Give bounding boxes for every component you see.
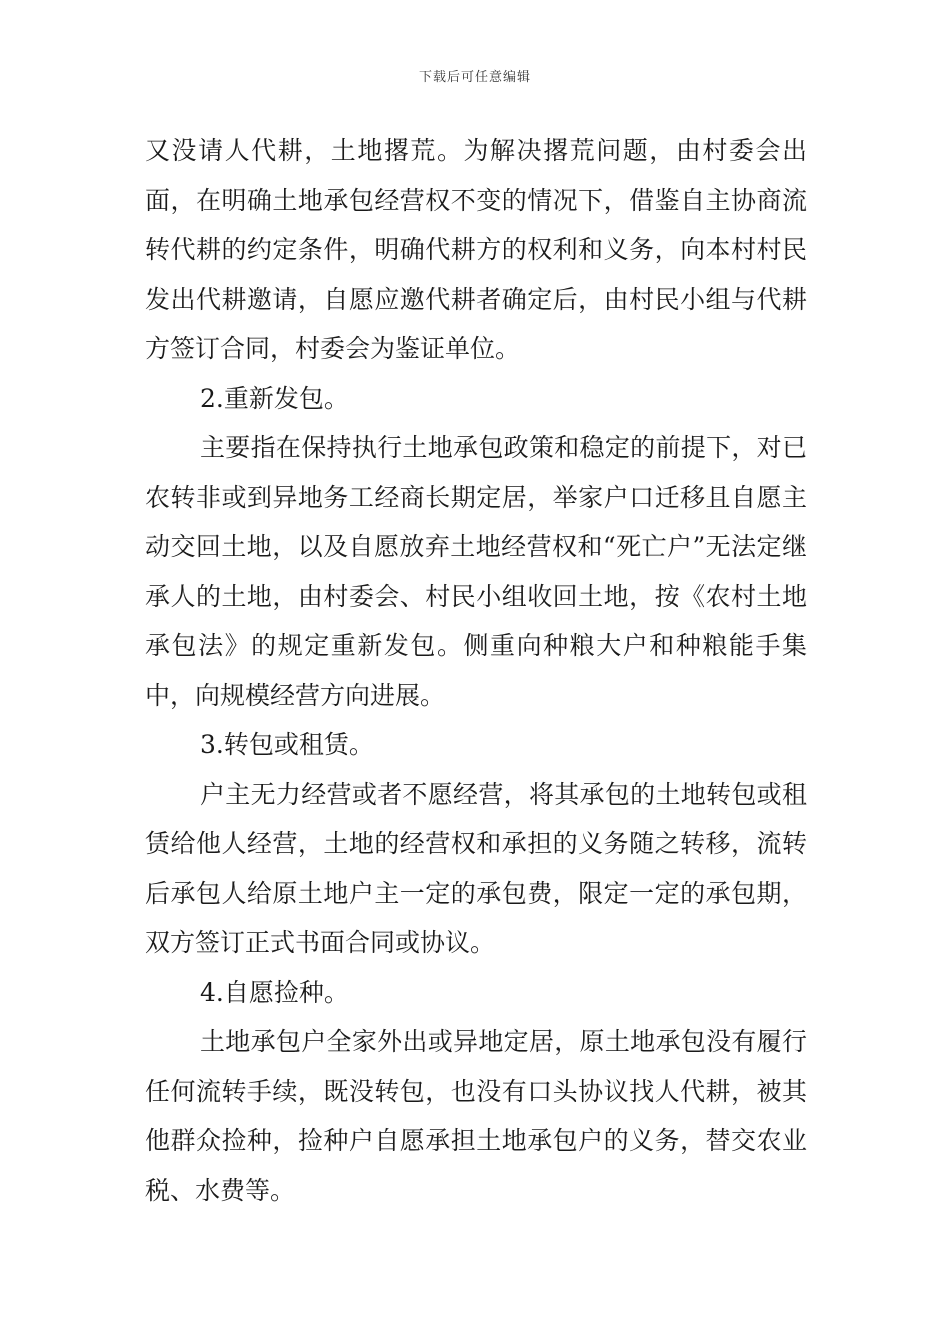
paragraph-voluntary-pickup: 土地承包户全家外出或异地定居，原土地承包没有履行任何流转手续，既没转包，也没有口头协议找人代耕，被其他群众捡种，捡种户自愿承担土地承包户的义务，替交农业税、水费等。: [145, 1027, 807, 1205]
document-body: [145, 126, 807, 1215]
paragraph-reissue-contract: 主要指在保持执行土地承包政策和稳定的前提下，对已农转非或到异地务工经商长期定居，举家户口迁移且自愿主动交回土地，以及自愿放弃土地经营权和“死亡户”无法定继承人的土地，由村委会、村民小组收回土地，按《农村土地承包法》的规定重新发包。侧重向种粮大户和种粮能手集中，向规模经营方向进展。: [145, 433, 807, 710]
section-heading-2: 2.重新发包。: [200, 383, 349, 413]
paragraph-subcontract-lease: 户主无力经营或者不愿经营，将其承包的土地转包或租赁给他人经营，土地的经营权和承担的义务随之转移，流转后承包人给原土地户主一定的承包费，限定一定的承包期，双方签订正式书面合同或协议。: [145, 779, 807, 957]
header-note: 下载后可任意编辑: [418, 70, 531, 85]
section-heading-3: 3.转包或租赁。: [200, 730, 374, 759]
paragraph-continuation: 又没请人代耕，土地撂荒。为解决撂荒问题，由村委会出面，在明确土地承包经营权不变的情况下，借鉴自主协商流转代耕的约定条件，明确代耕方的权利和义务，向本村村民发出代耕邀请，自愿应邀代耕者确定后，由村民小组与代耕方签订合同，村委会为鉴证单位。: [145, 136, 807, 363]
section-heading-4: 4.自愿捡种。: [200, 977, 349, 1007]
